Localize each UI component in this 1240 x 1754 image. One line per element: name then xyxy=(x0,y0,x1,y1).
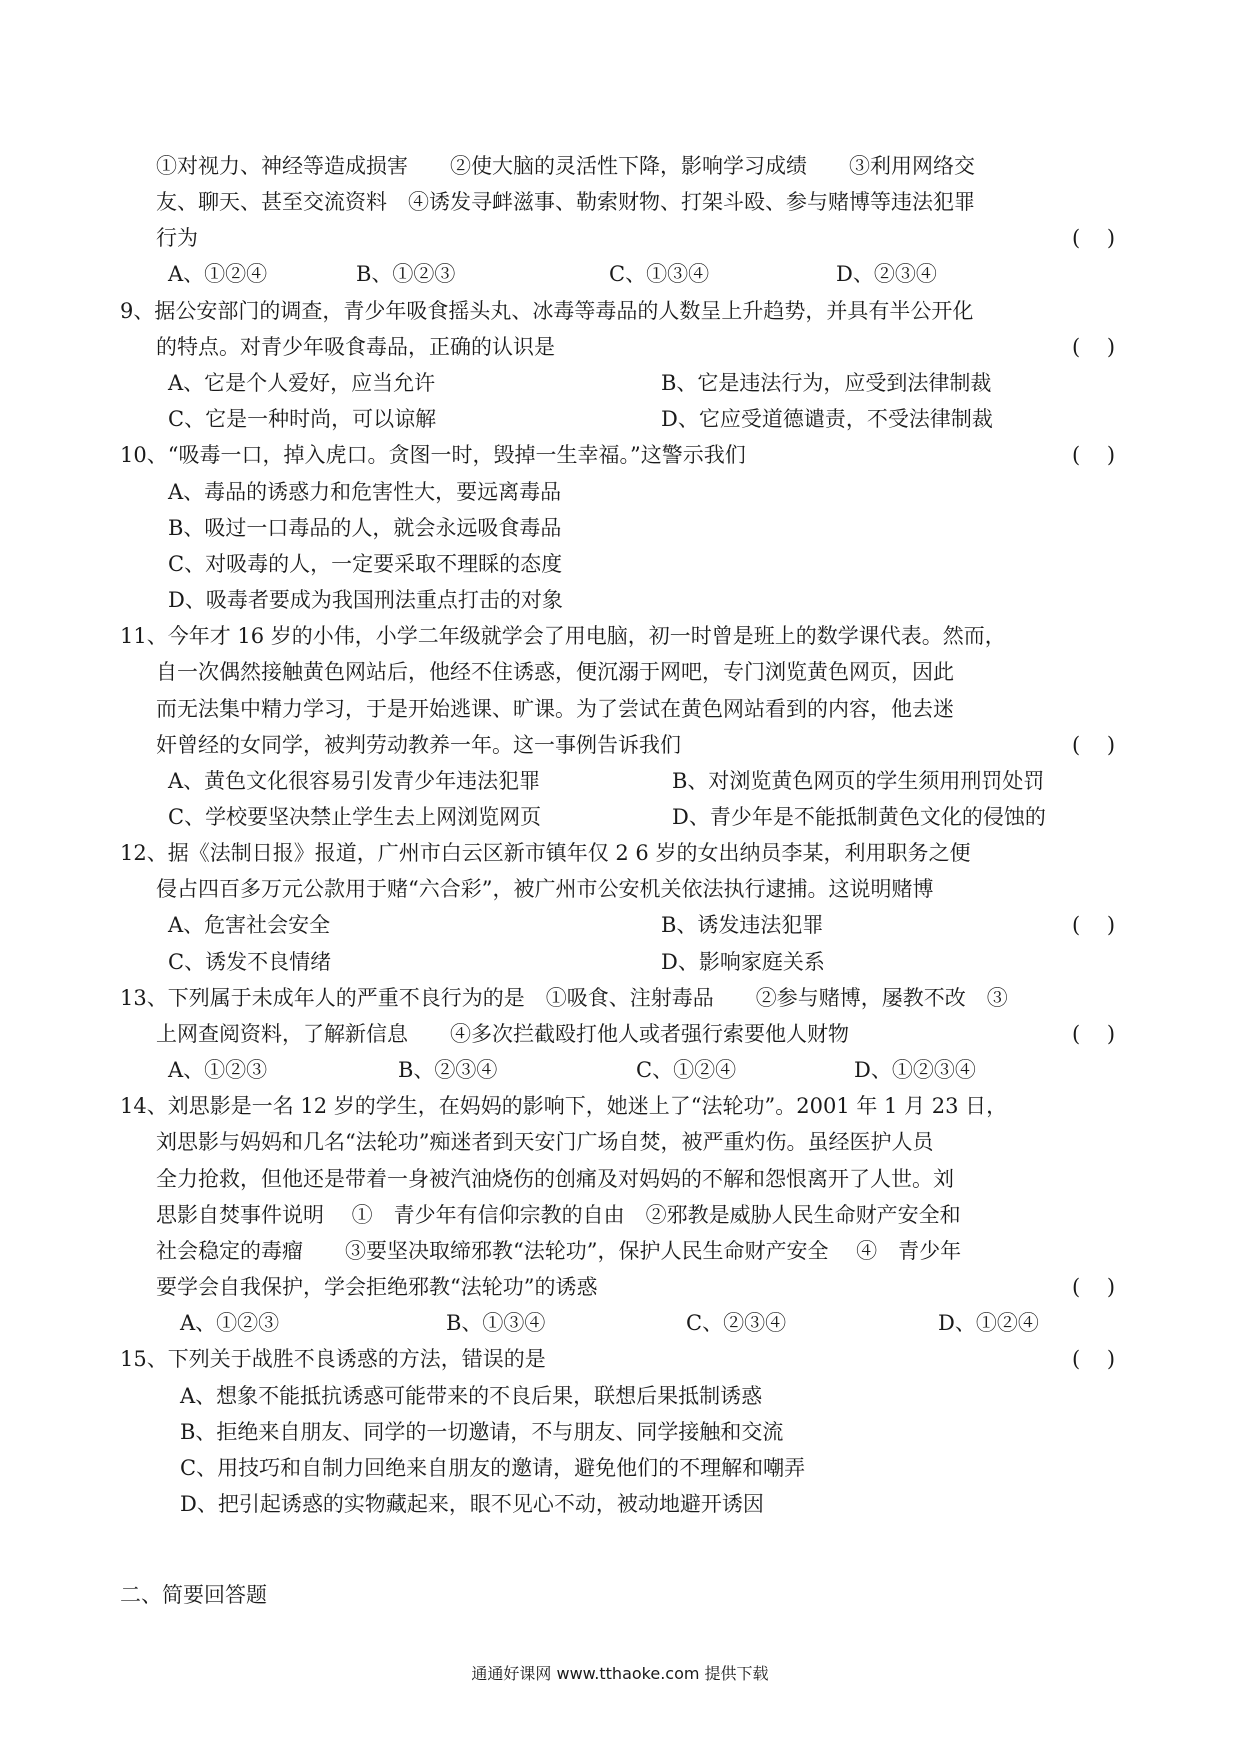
q13-line-2: 上网查阅资料，了解新信息 ④多次拦截殴打他人或者强行索要他人财物 xyxy=(156,1022,849,1046)
q15-option-d: D、把引起诱惑的实物藏起来，眼不见心不动，被动地避开诱因 xyxy=(180,1492,764,1516)
q10-option-d: D、吸毒者要成为我国刑法重点打击的对象 xyxy=(168,588,563,612)
q13-option-a: A、①②③ xyxy=(168,1058,268,1082)
q12-line-2: 侵占四百多万元公款用于赌“六合彩”，被广州市公安机关依法执行逮捕。这说明赌博 xyxy=(156,877,934,901)
q14-line-5: 社会稳定的毒瘤 ③要坚决取缔邪教“法轮功”，保护人民生命财产安全 ④ 青少年 xyxy=(156,1239,962,1263)
q10-option-a: A、毒品的诱惑力和危害性大，要远离毒品 xyxy=(168,480,562,504)
q11-line-1: 11、今年才 16 岁的小伟，小学二年级就学会了用电脑，初一时曾是班上的数学课代表。然而， xyxy=(120,624,1006,648)
q8-answer-bracket: ( ) xyxy=(1072,226,1116,250)
q9-option-b: B、它是违法行为，应受到法律制裁 xyxy=(661,371,992,395)
q14-line-6: 要学会自我保护，学会拒绝邪教“法轮功”的诱惑 xyxy=(156,1275,598,1299)
q12-option-b: B、诱发违法犯罪 xyxy=(661,913,824,937)
q11-option-c: C、学校要坚决禁止学生去上网浏览网页 xyxy=(168,805,542,829)
q8-option-b: B、①②③ xyxy=(356,262,456,286)
q8-option-d: D、②③④ xyxy=(836,262,937,286)
q15-line-1: 15、下列关于战胜不良诱惑的方法，错误的是 xyxy=(120,1347,546,1371)
q11-answer-bracket: ( ) xyxy=(1072,733,1116,757)
q8-option-c: C、①③④ xyxy=(609,262,710,286)
q15-option-a: A、想象不能抵抗诱惑可能带来的不良后果，联想后果抵制诱惑 xyxy=(180,1384,763,1408)
q12-option-a: A、危害社会安全 xyxy=(168,913,331,937)
q9-line-1: 9、据公安部门的调查，青少年吸食摇头丸、冰毒等毒品的人数呈上升趋势，并具有半公开化 xyxy=(120,299,974,323)
q11-option-b: B、对浏览黄色网页的学生须用刑罚处罚 xyxy=(672,769,1045,793)
q9-option-c: C、它是一种时尚，可以谅解 xyxy=(168,407,437,431)
q12-line-1: 12、据《法制日报》报道，广州市白云区新市镇年仅 2 6 岁的女出纳员李某，利用职务之便 xyxy=(120,841,971,865)
q14-option-c: C、②③④ xyxy=(686,1311,787,1335)
q11-option-d: D、青少年是不能抵制黄色文化的侵蚀的 xyxy=(672,805,1046,829)
page-footer: 通通好课网 www.tthaoke.com 提供下载 xyxy=(471,1664,769,1683)
q9-option-d: D、它应受道德谴责，不受法律制裁 xyxy=(661,407,993,431)
q12-option-d: D、影响家庭关系 xyxy=(661,950,825,974)
q13-line-1: 13、下列属于未成年人的严重不良行为的是 ①吸食、注射毒品 ②参与赌博，屡教不改 ③ xyxy=(120,986,1008,1010)
q10-answer-bracket: ( ) xyxy=(1072,443,1116,467)
q14-line-2: 刘思影与妈妈和几名“法轮功”痴迷者到天安门广场自焚，被严重灼伤。虽经医护人员 xyxy=(156,1130,934,1154)
q11-line-2: 自一次偶然接触黄色网站后，他经不住诱惑，便沉溺于网吧，专门浏览黄色网页，因此 xyxy=(156,660,954,684)
q8-line-3: 行为 xyxy=(156,226,198,250)
q14-option-b: B、①③④ xyxy=(446,1311,546,1335)
q11-option-a: A、黄色文化很容易引发青少年违法犯罪 xyxy=(168,769,541,793)
q11-line-3: 而无法集中精力学习，于是开始逃课、旷课。为了尝试在黄色网站看到的内容，他去迷 xyxy=(156,697,954,721)
q12-answer-bracket: ( ) xyxy=(1072,913,1116,937)
q10-line-1: 10、“吸毒一口，掉入虎口。贪图一时，毁掉一生幸福。”这警示我们 xyxy=(120,443,746,467)
q14-line-4: 思影自焚事件说明 ① 青少年有信仰宗教的自由 ②邪教是威胁人民生命财产安全和 xyxy=(156,1203,961,1227)
q13-answer-bracket: ( ) xyxy=(1072,1022,1116,1046)
q8-option-a: A、①②④ xyxy=(168,262,268,286)
q11-line-4: 奸曾经的女同学，被判劳动教养一年。这一事例告诉我们 xyxy=(156,733,681,757)
q15-option-b: B、拒绝来自朋友、同学的一切邀请，不与朋友、同学接触和交流 xyxy=(180,1420,784,1444)
q8-line-2: 友、聊天、甚至交流资料 ④诱发寻衅滋事、勒索财物、打架斗殴、参与赌博等违法犯罪 xyxy=(156,190,975,214)
section-2-heading: 二、简要回答题 xyxy=(120,1583,267,1607)
q14-answer-bracket: ( ) xyxy=(1072,1275,1116,1299)
q8-line-1: ①对视力、神经等造成损害 ②使大脑的灵活性下降，影响学习成绩 ③利用网络交 xyxy=(156,154,975,178)
q12-option-c: C、诱发不良情绪 xyxy=(168,950,332,974)
q14-option-d: D、①②④ xyxy=(938,1311,1039,1335)
q9-answer-bracket: ( ) xyxy=(1072,335,1116,359)
q10-option-b: B、吸过一口毒品的人，就会永远吸食毒品 xyxy=(168,516,562,540)
q14-line-3: 全力抢救，但他还是带着一身被汽油烧伤的创痛及对妈妈的不解和怨恨离开了人世。刘 xyxy=(156,1167,954,1191)
q9-line-2: 的特点。对青少年吸食毒品，正确的认识是 xyxy=(156,335,555,359)
q13-option-b: B、②③④ xyxy=(398,1058,498,1082)
q13-option-d: D、①②③④ xyxy=(854,1058,976,1082)
q13-option-c: C、①②④ xyxy=(636,1058,737,1082)
q15-answer-bracket: ( ) xyxy=(1072,1347,1116,1371)
q10-option-c: C、对吸毒的人，一定要采取不理睬的态度 xyxy=(168,552,563,576)
q9-option-a: A、它是个人爱好，应当允许 xyxy=(168,371,436,395)
q15-option-c: C、用技巧和自制力回绝来自朋友的邀请，避免他们的不理解和嘲弄 xyxy=(180,1456,806,1480)
q14-line-1: 14、刘思影是一名 12 岁的学生，在妈妈的影响下，她迷上了“法轮功”。2001 年 1 月 23 日， xyxy=(120,1094,1008,1118)
q14-option-a: A、①②③ xyxy=(180,1311,280,1335)
